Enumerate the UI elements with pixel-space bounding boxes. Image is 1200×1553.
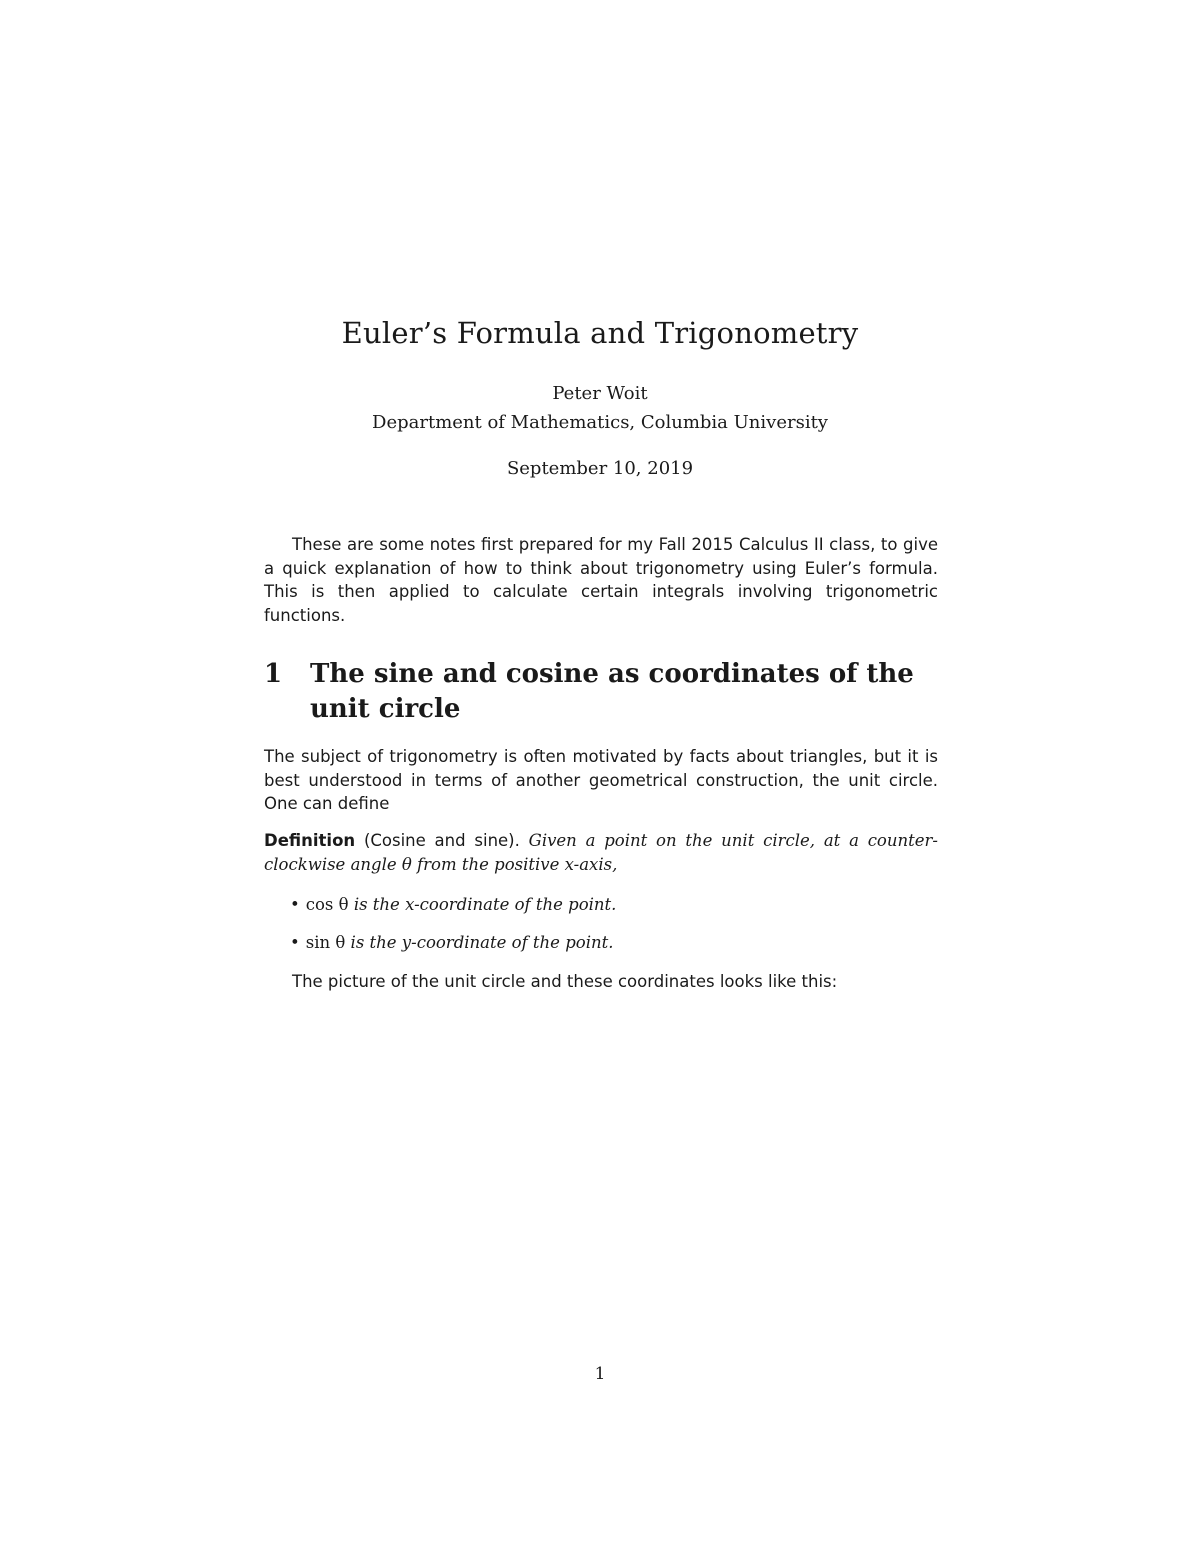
bullet-text: is the x-coordinate of the point. bbox=[353, 895, 617, 914]
page-number: 1 bbox=[594, 1364, 606, 1384]
picture-intro-paragraph: The picture of the unit circle and these coordinates looks like this: bbox=[292, 972, 838, 991]
definition-name: (Cosine and sine). bbox=[363, 831, 520, 850]
bullet-function: cos θ bbox=[305, 895, 349, 914]
section-heading bbox=[264, 657, 938, 727]
section-title: The sine and cosine as coordinates of the unit circle bbox=[310, 659, 914, 724]
list-item bbox=[290, 893, 930, 917]
author-affiliation: Department of Mathematics, Columbia University bbox=[372, 412, 828, 433]
paper-date: September 10, 2019 bbox=[506, 458, 694, 479]
bullet-icon: • bbox=[290, 933, 300, 952]
list-item bbox=[290, 931, 930, 955]
definition-text: Given a point on the unit circle, at a counter-clockwise angle θ from the positive x-axis, bbox=[264, 831, 938, 874]
author-name: Peter Woit bbox=[552, 383, 648, 404]
bullet-icon: • bbox=[290, 895, 300, 914]
abstract-paragraph: These are some notes first prepared for my Fall 2015 Calculus II class, to give a quick explanation of how to think about trigonometry using Euler’s formula. This is then applied to calculate certain integrals involving trigonometric functions. bbox=[264, 535, 938, 625]
definition-label: Definition bbox=[264, 831, 356, 850]
bullet-function: sin θ bbox=[305, 933, 346, 952]
section-number: 1 bbox=[264, 659, 283, 689]
bullet-text: is the y-coordinate of the point. bbox=[350, 933, 614, 952]
definition-paragraph bbox=[264, 829, 938, 876]
intro-paragraph: The subject of trigonometry is often motivated by facts about triangles, but it is best understood in terms of another geometrical construction, the unit circle. One can define bbox=[264, 747, 938, 813]
paper-title: Euler’s Formula and Trigonometry bbox=[341, 316, 859, 350]
